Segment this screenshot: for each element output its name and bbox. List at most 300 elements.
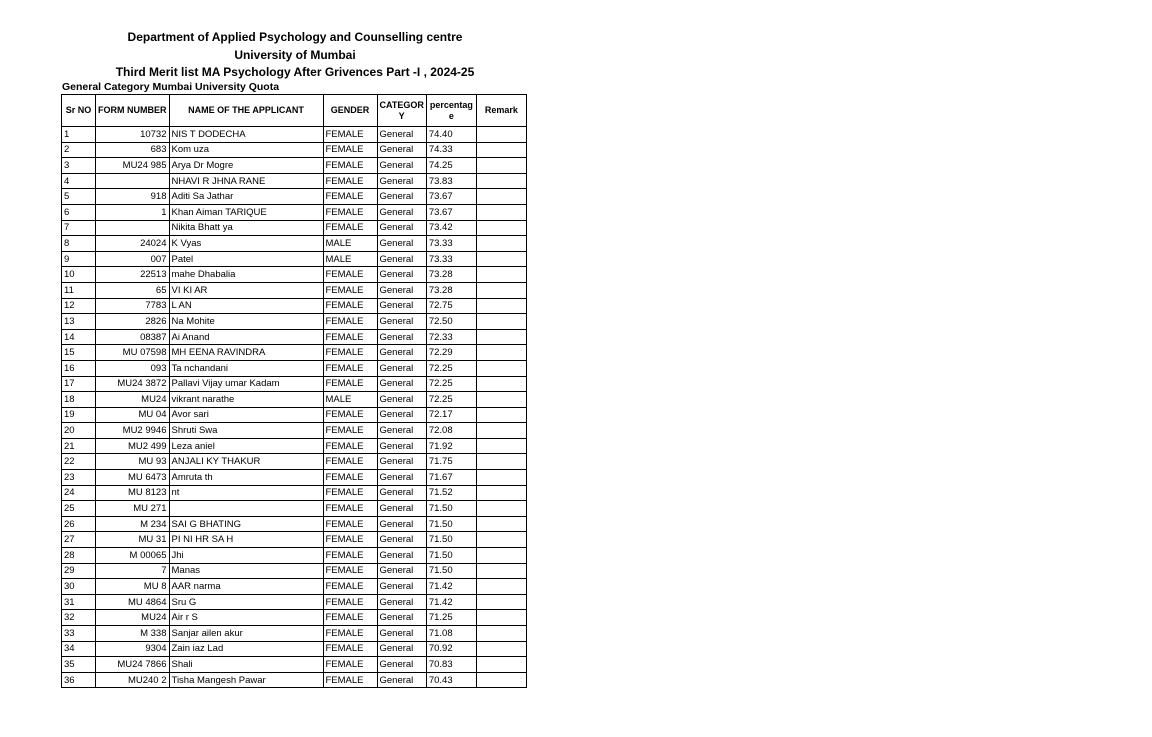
percentage-cell: 71.75 [426,454,476,470]
sr-no-cell: 27 [62,532,96,548]
table-row [62,579,527,595]
remark-cell [476,329,526,345]
form-number-cell: M 234 [96,516,170,532]
sr-no-cell: 19 [62,407,96,423]
gender-cell: FEMALE [323,267,377,283]
applicant-name-cell: Jhi [169,548,323,564]
applicant-name-cell: Sru G [169,594,323,610]
remark-cell [476,454,526,470]
table-row [62,407,527,423]
percentage-cell: 74.33 [426,142,476,158]
sr-no-cell: 18 [62,392,96,408]
sr-no-cell: 10 [62,267,96,283]
remark-cell [476,204,526,220]
applicant-name-cell: ANJALI KY THAKUR [169,454,323,470]
applicant-name-cell: VI KI AR [169,282,323,298]
applicant-name-cell: Na Mohite [169,314,323,330]
category-cell: General [377,236,426,252]
table-row [62,314,527,330]
gender-cell: FEMALE [323,173,377,189]
category-cell: General [377,516,426,532]
gender-cell: FEMALE [323,407,377,423]
sr-no-cell: 12 [62,298,96,314]
sr-no-cell: 6 [62,204,96,220]
applicant-name-cell: Leza aniel [169,438,323,454]
remark-cell [476,610,526,626]
percentage-cell: 73.67 [426,189,476,205]
table-row [62,204,527,220]
form-number-cell: MU 4864 [96,594,170,610]
percentage-cell: 73.28 [426,267,476,283]
category-cell: General [377,220,426,236]
form-number-cell: 7783 [96,298,170,314]
applicant-name-cell: Amruta th [169,470,323,486]
sr-no-cell: 14 [62,329,96,345]
remark-cell [476,173,526,189]
applicant-name-cell: nt [169,485,323,501]
remark-cell [476,501,526,517]
sr-no-cell: 16 [62,360,96,376]
percentage-cell: 71.92 [426,438,476,454]
form-number-cell: 683 [96,142,170,158]
percentage-cell: 74.25 [426,158,476,174]
percentage-cell: 71.50 [426,532,476,548]
form-number-cell: 22513 [96,267,170,283]
sr-no-cell: 21 [62,438,96,454]
remark-cell [476,314,526,330]
form-number-cell: MU240 2 [96,672,170,688]
form-number-cell: MU 07598 [96,345,170,361]
percentage-cell: 71.08 [426,626,476,642]
category-quota-title: General Category Mumbai University Quota [62,81,280,93]
sr-no-cell: 1 [62,127,96,143]
applicant-name-cell: Manas [169,563,323,579]
remark-cell [476,641,526,657]
merit-list-table [61,94,527,688]
form-number-cell: 2826 [96,314,170,330]
gender-cell: MALE [323,236,377,252]
table-row [62,548,527,564]
category-cell: General [377,454,426,470]
category-cell: General [377,532,426,548]
table-row [62,345,527,361]
table-row [62,142,527,158]
form-number-cell [96,173,170,189]
category-cell: General [377,127,426,143]
sr-no-cell: 9 [62,251,96,267]
form-number-cell: 007 [96,251,170,267]
gender-cell: FEMALE [323,189,377,205]
sr-no-cell: 13 [62,314,96,330]
table-row [62,236,527,252]
category-cell: General [377,158,426,174]
percentage-cell: 71.50 [426,516,476,532]
applicant-name-cell: K Vyas [169,236,323,252]
category-cell: General [377,423,426,439]
remark-cell [476,626,526,642]
percentage-cell: 70.92 [426,641,476,657]
gender-cell: FEMALE [323,485,377,501]
category-cell: General [377,657,426,673]
form-number-cell: 65 [96,282,170,298]
table-row [62,563,527,579]
remark-cell [476,345,526,361]
applicant-name-cell: Avor sari [169,407,323,423]
percentage-cell: 72.25 [426,360,476,376]
category-cell: General [377,360,426,376]
sr-no-cell: 32 [62,610,96,626]
remark-cell [476,298,526,314]
gender-cell: FEMALE [323,127,377,143]
category-cell: General [377,438,426,454]
category-cell: General [377,298,426,314]
percentage-cell: 73.67 [426,204,476,220]
table-row [62,594,527,610]
table-row [62,282,527,298]
table-row [62,392,527,408]
remark-cell [476,516,526,532]
percentage-cell: 71.67 [426,470,476,486]
table-row [62,516,527,532]
remark-cell [476,470,526,486]
applicant-name-cell: Patel [169,251,323,267]
gender-cell: FEMALE [323,423,377,439]
sr-no-cell: 3 [62,158,96,174]
gender-cell: MALE [323,392,377,408]
remark-cell [476,594,526,610]
applicant-name-cell: NIS T DODECHA [169,127,323,143]
category-cell: General [377,610,426,626]
applicant-name-cell: Ta nchandani [169,360,323,376]
sr-no-cell: 33 [62,626,96,642]
table-row [62,470,527,486]
applicant-name-cell: Arya Dr Mogre [169,158,323,174]
sr-no-cell: 23 [62,470,96,486]
category-cell: General [377,142,426,158]
percentage-cell: 74.40 [426,127,476,143]
category-cell: General [377,189,426,205]
category-cell: General [377,392,426,408]
sr-no-cell: 30 [62,579,96,595]
remark-cell [476,423,526,439]
applicant-name-cell: Zain iaz Lad [169,641,323,657]
percentage-cell: 70.83 [426,657,476,673]
category-cell: General [377,563,426,579]
applicant-name-cell: Tisha Mangesh Pawar [169,672,323,688]
form-number-cell: MU24 [96,392,170,408]
remark-cell [476,267,526,283]
percentage-cell: 72.25 [426,392,476,408]
remark-cell [476,251,526,267]
applicant-name-cell: AAR narma [169,579,323,595]
applicant-name-cell: Sanjar ailen akur [169,626,323,642]
remark-cell [476,142,526,158]
applicant-name-cell: Nikita Bhatt ya [169,220,323,236]
category-cell: General [377,641,426,657]
percentage-cell: 72.33 [426,329,476,345]
table-row [62,189,527,205]
gender-cell: FEMALE [323,548,377,564]
category-cell: General [377,485,426,501]
remark-cell [476,220,526,236]
percentage-cell: 72.08 [426,423,476,439]
applicant-name-cell: Khan Aiman TARIQUE [169,204,323,220]
applicant-name-cell: NHAVI R JHNA RANE [169,173,323,189]
table-row [62,376,527,392]
form-number-cell: MU 31 [96,532,170,548]
gender-cell: FEMALE [323,579,377,595]
applicant-name-cell: Ai Anand [169,329,323,345]
remark-cell [476,158,526,174]
table-row [62,501,527,517]
applicant-name-cell: PI NI HR SA H [169,532,323,548]
form-number-cell: MU24 7866 [96,657,170,673]
percentage-cell: 73.42 [426,220,476,236]
remark-cell [476,282,526,298]
category-cell: General [377,501,426,517]
form-number-cell: 918 [96,189,170,205]
percentage-cell: 71.42 [426,594,476,610]
form-number-cell: 1 [96,204,170,220]
sr-no-cell: 5 [62,189,96,205]
sr-no-cell: 2 [62,142,96,158]
remark-cell [476,657,526,673]
category-cell: General [377,204,426,220]
category-cell: General [377,329,426,345]
department-title: Department of Applied Psychology and Counselling centre [127,30,463,44]
remark-cell [476,532,526,548]
applicant-name-cell: mahe Dhabalia [169,267,323,283]
gender-cell: FEMALE [323,314,377,330]
form-number-cell: MU 8123 [96,485,170,501]
gender-cell: FEMALE [323,438,377,454]
form-number-cell: 08387 [96,329,170,345]
gender-cell: FEMALE [323,220,377,236]
percentage-cell: 70.43 [426,672,476,688]
applicant-name-cell: Shali [169,657,323,673]
remark-cell [476,127,526,143]
sr-no-cell: 7 [62,220,96,236]
table-body [62,127,527,688]
percentage-cell: 72.50 [426,314,476,330]
gender-cell: FEMALE [323,594,377,610]
percentage-cell: 73.83 [426,173,476,189]
table-row [62,329,527,345]
applicant-name-cell: Shruti Swa [169,423,323,439]
form-number-cell: 7 [96,563,170,579]
table-row [62,158,527,174]
sr-no-cell: 29 [62,563,96,579]
table-row [62,360,527,376]
sr-no-cell: 11 [62,282,96,298]
table-row [62,298,527,314]
gender-cell: FEMALE [323,282,377,298]
sr-no-cell: 15 [62,345,96,361]
form-number-cell [96,220,170,236]
sr-no-cell: 20 [62,423,96,439]
category-cell: General [377,251,426,267]
table-row [62,220,527,236]
gender-cell: FEMALE [323,345,377,361]
remark-cell [476,548,526,564]
category-cell: General [377,267,426,283]
percentage-cell: 73.33 [426,236,476,252]
header-category: CATEGOR Y [377,95,426,127]
form-number-cell: MU24 [96,610,170,626]
table-row [62,423,527,439]
remark-cell [476,672,526,688]
percentage-cell: 71.50 [426,563,476,579]
sr-no-cell: 4 [62,173,96,189]
category-cell: General [377,548,426,564]
form-number-cell: MU 93 [96,454,170,470]
header-remark: Remark [476,95,526,127]
category-cell: General [377,579,426,595]
form-number-cell: 9304 [96,641,170,657]
table-row [62,610,527,626]
remark-cell [476,438,526,454]
category-cell: General [377,345,426,361]
table-row [62,672,527,688]
form-number-cell: 24024 [96,236,170,252]
percentage-cell: 72.25 [426,376,476,392]
header-applicant-name: NAME OF THE APPLICANT [169,95,323,127]
gender-cell: FEMALE [323,672,377,688]
category-cell: General [377,173,426,189]
gender-cell: FEMALE [323,376,377,392]
sr-no-cell: 24 [62,485,96,501]
form-number-cell: MU 271 [96,501,170,517]
gender-cell: FEMALE [323,501,377,517]
applicant-name-cell: Aditi Sa Jathar [169,189,323,205]
form-number-cell: MU24 985 [96,158,170,174]
category-cell: General [377,470,426,486]
category-cell: General [377,376,426,392]
gender-cell: FEMALE [323,626,377,642]
sr-no-cell: 17 [62,376,96,392]
category-cell: General [377,594,426,610]
gender-cell: MALE [323,251,377,267]
table-row [62,173,527,189]
gender-cell: FEMALE [323,360,377,376]
applicant-name-cell: vikrant narathe [169,392,323,408]
gender-cell: FEMALE [323,329,377,345]
table-row [62,438,527,454]
gender-cell: FEMALE [323,532,377,548]
remark-cell [476,485,526,501]
applicant-name-cell: Pallavi Vijay umar Kadam [169,376,323,392]
category-cell: General [377,314,426,330]
applicant-name-cell: MH EENA RAVINDRA [169,345,323,361]
applicant-name-cell [169,501,323,517]
category-cell: General [377,282,426,298]
table-row [62,657,527,673]
sr-no-cell: 35 [62,657,96,673]
sr-no-cell: 36 [62,672,96,688]
remark-cell [476,376,526,392]
form-number-cell: MU2 499 [96,438,170,454]
remark-cell [476,563,526,579]
form-number-cell: MU2 9946 [96,423,170,439]
applicant-name-cell: Kom uza [169,142,323,158]
sr-no-cell: 34 [62,641,96,657]
applicant-name-cell: SAI G BHATING [169,516,323,532]
percentage-cell: 72.29 [426,345,476,361]
form-number-cell: 093 [96,360,170,376]
gender-cell: FEMALE [323,142,377,158]
percentage-cell: 71.50 [426,548,476,564]
gender-cell: FEMALE [323,298,377,314]
remark-cell [476,189,526,205]
gender-cell: FEMALE [323,454,377,470]
form-number-cell: M 338 [96,626,170,642]
percentage-cell: 71.25 [426,610,476,626]
header-sr-no: Sr NO [62,95,96,127]
percentage-cell: 71.42 [426,579,476,595]
remark-cell [476,236,526,252]
sr-no-cell: 31 [62,594,96,610]
table-row [62,641,527,657]
form-number-cell: MU 8 [96,579,170,595]
table-row [62,626,527,642]
gender-cell: FEMALE [323,158,377,174]
gender-cell: FEMALE [323,204,377,220]
form-number-cell: M 00065 [96,548,170,564]
percentage-cell: 71.50 [426,501,476,517]
table-row [62,485,527,501]
applicant-name-cell: Air r S [169,610,323,626]
header-form-number: FORM NUMBER [96,95,170,127]
table-row [62,454,527,470]
form-number-cell: MU 04 [96,407,170,423]
percentage-cell: 71.52 [426,485,476,501]
applicant-name-cell: L AN [169,298,323,314]
gender-cell: FEMALE [323,610,377,626]
gender-cell: FEMALE [323,516,377,532]
category-cell: General [377,672,426,688]
remark-cell [476,579,526,595]
percentage-cell: 73.28 [426,282,476,298]
table-row [62,267,527,283]
table-row [62,127,527,143]
gender-cell: FEMALE [323,641,377,657]
sr-no-cell: 8 [62,236,96,252]
remark-cell [476,360,526,376]
category-cell: General [377,626,426,642]
gender-cell: FEMALE [323,563,377,579]
header-percentage: percentag e [426,95,476,127]
merit-list-title: Third Merit list MA Psychology After Grivences Part -I , 2024-25 [115,65,475,79]
university-title: University of Mumbai [234,48,356,62]
table-header-row [62,95,527,127]
remark-cell [476,407,526,423]
header-gender: GENDER [323,95,377,127]
gender-cell: FEMALE [323,470,377,486]
percentage-cell: 72.17 [426,407,476,423]
form-number-cell: 10732 [96,127,170,143]
percentage-cell: 73.33 [426,251,476,267]
gender-cell: FEMALE [323,657,377,673]
form-number-cell: MU24 3872 [96,376,170,392]
sr-no-cell: 28 [62,548,96,564]
remark-cell [476,392,526,408]
category-cell: General [377,407,426,423]
sr-no-cell: 25 [62,501,96,517]
sr-no-cell: 26 [62,516,96,532]
form-number-cell: MU 6473 [96,470,170,486]
sr-no-cell: 22 [62,454,96,470]
table-row [62,251,527,267]
